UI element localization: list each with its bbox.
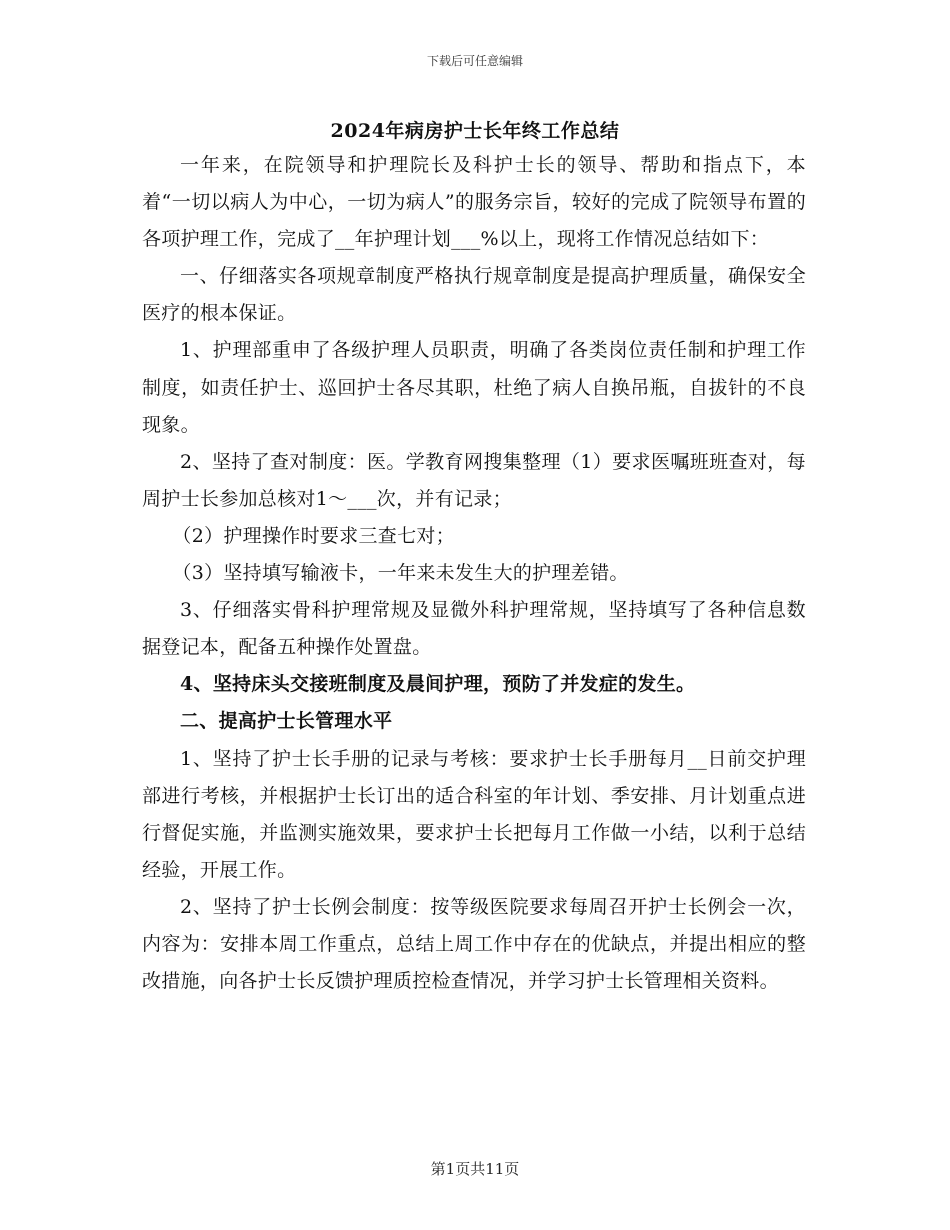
- paragraph-intro: 一年来，在院领导和护理院长及科护士长的领导、帮助和指点下，本着“一切以病人为中心，一切为病人”的服务宗旨，较好的完成了院领导布置的各项护理工作，完成了__年护理计划___%以上，现将工作情况总结如下：: [142, 154, 806, 251]
- header-note: 下载后可任意编辑: [426, 54, 523, 68]
- paragraph-item-1-2: 2、坚持了查对制度：医。学教育网搜集整理（1）要求医嘱班班查对，每周护士长参加总核对1～___次，并有记录；: [142, 450, 806, 510]
- document-body: [142, 147, 806, 1000]
- paragraph-item-1-2-2: （2）护理操作时要求三查七对；: [172, 524, 455, 547]
- paragraph-item-1-4: 4、坚持床头交接班制度及晨间护理，预防了并发症的发生。: [180, 673, 696, 696]
- section-heading-1: 一、仔细落实各项规章制度严格执行规章制度是提高护理质量，确保安全医疗的根本保证。: [142, 265, 806, 325]
- paragraph-item-1-2-3: （3）坚持填写输液卡，一年来未发生大的护理差错。: [172, 562, 629, 585]
- paragraph-item-1-3: 3、仔细落实骨科护理常规及显微外科护理常规，坚持填写了各种信息数据登记本，配备五种操作处置盘。: [142, 599, 806, 659]
- paragraph-item-2-1: 1、坚持了护士长手册的记录与考核：要求护士长手册每月__日前交护理部进行考核，并根据护士长订出的适合科室的年计划、季安排、月计划重点进行督促实施，并监测实施效果，要求护士长把每月工作做一小结，以利于总结经验，开展工作。: [142, 747, 806, 881]
- document-title: 2024年病房护士长年终工作总结: [330, 120, 620, 142]
- page-number-footer: 第1页共11页: [430, 1160, 520, 1178]
- section-heading-2: 二、提高护士长管理水平: [180, 710, 393, 733]
- paragraph-item-2-2: 2、坚持了护士长例会制度：按等级医院要求每周召开护士长例会一次，内容为：安排本周工作重点，总结上周工作中存在的优缺点，并提出相应的整改措施，向各护士长反馈护理质控检查情况，并学习护士长管理相关资料。: [142, 895, 806, 993]
- paragraph-item-1-1: 1、护理部重申了各级护理人员职责，明确了各类岗位责任制和护理工作制度，如责任护士、巡回护士各尽其职，杜绝了病人自换吊瓶，自拔针的不良现象。: [142, 339, 806, 436]
